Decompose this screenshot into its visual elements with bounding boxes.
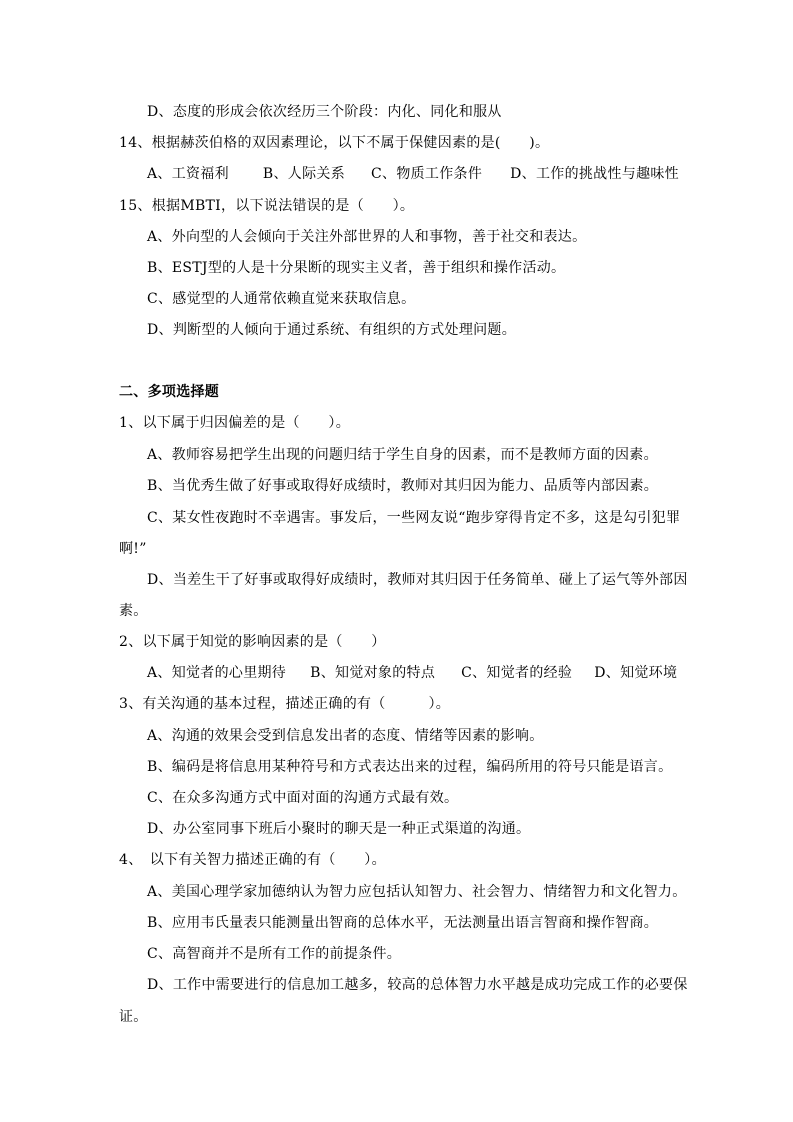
section-title-multiple-choice: 二、多项选择题: [119, 384, 220, 400]
q15-option-d: D、判断型的人倾向于通过系统、有组织的方式处理问题。: [147, 322, 517, 338]
m1-option-d-line1: D、当差生干了好事或取得好成绩时，教师对其归因于任务简单、碰上了运气等外部因: [147, 572, 688, 588]
m2-option-c: C、知觉者的经验: [461, 665, 573, 681]
m4-option-d-line1: D、工作中需要进行的信息加工越多，较高的总体智力水平越是成功完成工作的必要保: [147, 977, 688, 993]
q14-question: 14、根据赫茨伯格的双因素理论，以下不属于保健因素的是( )。: [119, 135, 550, 151]
m1-option-a: A、教师容易把学生出现的问题归结于学生自身的因素，而不是教师方面的因素。: [147, 447, 658, 463]
q15-option-a: A、外向型的人会倾向于关注外部世界的人和事物，善于社交和表达。: [147, 229, 587, 245]
m2-question: 2、以下属于知觉的影响因素的是（ ）: [119, 634, 386, 650]
m1-option-d-line2: 素。: [119, 603, 148, 619]
q14-option-b: B、人际关系: [262, 166, 346, 182]
q13-option-d: D、态度的形成会依次经历三个阶段：内化、同化和服从: [147, 104, 502, 120]
m3-option-a: A、沟通的效果会受到信息发出者的态度、情绪等因素的影响。: [147, 728, 544, 744]
m4-option-d-line2: 证。: [119, 1009, 148, 1025]
m2-option-b: B、知觉对象的特点: [310, 665, 436, 681]
q14-option-c: C、物质工作条件: [371, 166, 483, 182]
q15-option-c: C、感觉型的人通常依赖直觉来获取信息。: [147, 291, 416, 307]
m1-question: 1、以下属于归因偏差的是（ ）。: [119, 415, 351, 431]
m3-question: 3、有关沟通的基本过程，描述正确的有（ ）。: [119, 696, 451, 712]
q15-option-b: B、ESTJ型的人是十分果断的现实主义者，善于组织和操作活动。: [147, 260, 566, 276]
q14-option-d: D、工作的挑战性与趣味性: [510, 166, 679, 182]
m3-option-c: C、在众多沟通方式中面对面的沟通方式最有效。: [147, 790, 459, 806]
m1-option-b: B、当优秀生做了好事或取得好成绩时，教师对其归因为能力、品质等内部因素。: [147, 478, 659, 494]
m4-question: 4、 以下有关智力描述正确的有（ ）。: [119, 852, 386, 868]
m3-option-b: B、编码是将信息用某种符号和方式表达出来的过程，编码所用的符号只能是语言。: [147, 759, 673, 775]
m4-option-c: C、高智商并不是所有工作的前提条件。: [147, 946, 402, 962]
q15-question: 15、根据MBTI，以下说法错误的是（ ）。: [119, 198, 415, 214]
m2-option-d: D、知觉环境: [594, 665, 678, 681]
m4-option-b: B、应用韦氏量表只能测量出智商的总体水平，无法测量出语言智商和操作智商。: [147, 915, 659, 931]
m1-option-c-line1: C、某女性夜跑时不幸遇害。事发后，一些网友说“跑步穿得肯定不多，这是勾引犯罪: [147, 510, 681, 526]
m3-option-d: D、办公室同事下班后小聚时的聊天是一种正式渠道的沟通。: [147, 821, 531, 837]
q14-options: [147, 164, 679, 184]
q14-option-a: A、工资福利: [147, 166, 229, 182]
m4-option-a: A、美国心理学家加德纳认为智力应包括认知智力、社会智力、情绪智力和文化智力。: [147, 884, 687, 900]
m1-option-c-line2: 啊!”: [119, 541, 147, 557]
m2-option-a: A、知觉者的心里期待: [147, 665, 287, 681]
m2-options: [147, 663, 677, 683]
